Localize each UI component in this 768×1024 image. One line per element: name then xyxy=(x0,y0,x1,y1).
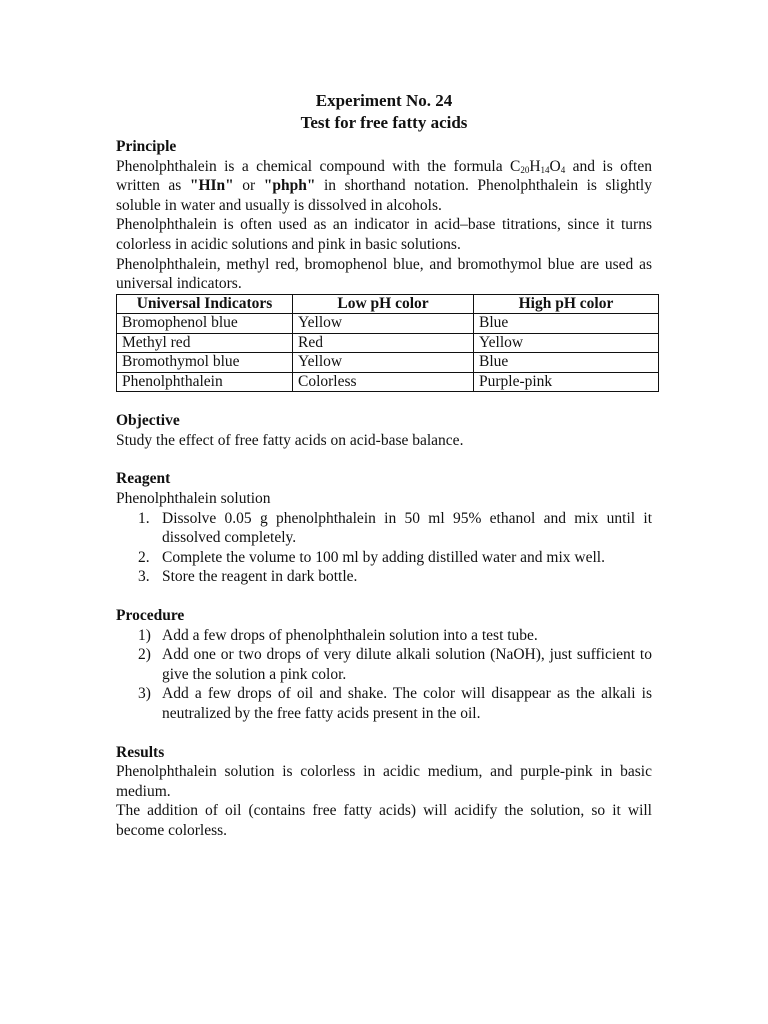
list-number: 3) xyxy=(138,685,151,703)
procedure-list xyxy=(116,626,652,724)
spacer xyxy=(116,724,652,743)
table-cell: Yellow xyxy=(293,353,474,373)
table-cell: Yellow xyxy=(474,333,659,353)
experiment-number: Experiment No. 24 xyxy=(315,91,453,110)
indicator-table xyxy=(116,294,659,393)
table-row xyxy=(117,353,659,373)
principle-text: in shorthand notation. Phenolphthalein is slightly soluble in water and usually is dissolved in alcohols. xyxy=(116,177,652,214)
table-header-cell: High pH color xyxy=(474,294,659,314)
table-row xyxy=(117,314,659,334)
principle-text: and is often written as xyxy=(116,157,652,195)
table-cell: Purple-pink xyxy=(474,372,659,392)
phph-notation: "phph" xyxy=(263,177,316,195)
table-header-cell: Low pH color xyxy=(293,294,474,314)
experiment-title: Test for free fatty acids xyxy=(300,113,468,132)
list-item xyxy=(116,684,652,723)
principle-paragraph-3: Phenolphthalein, methyl red, bromophenol blue, and bromothymol blue are used as universal indicators. xyxy=(116,255,652,293)
hin-notation: "HIn" xyxy=(189,177,234,195)
formula-subscript: 20 xyxy=(520,164,530,175)
principle-text: Phenolphthalein is a chemical compound with the formula C xyxy=(116,157,521,175)
table-cell: Yellow xyxy=(293,314,474,334)
list-text: Complete the volume to 100 ml by adding distilled water and mix well. xyxy=(162,548,605,566)
spacer xyxy=(116,392,652,411)
table-cell: Phenolphthalein xyxy=(117,372,293,392)
formula-subscript: 14 xyxy=(540,164,550,175)
table-cell: Bromophenol blue xyxy=(117,314,293,334)
table-row xyxy=(117,372,659,392)
table-header-cell: Universal Indicators xyxy=(117,294,293,314)
principle-paragraph-2: Phenolphthalein is often used as an indicator in acid–base titrations, since it turns colorless in acidic solutions and pink in basic solutions. xyxy=(116,216,652,253)
results-paragraph-1: Phenolphthalein solution is colorless in acidic medium, and purple-pink in basic medium. xyxy=(116,763,652,800)
list-text: Add a few drops of phenolphthalein solution into a test tube. xyxy=(162,626,538,644)
list-text: Dissolve 0.05 g phenolphthalein in 50 ml 95% ethanol and mix until it dissolved completely. xyxy=(162,509,652,547)
reagent-subheading: Phenolphthalein solution xyxy=(116,490,271,508)
list-text: Add a few drops of oil and shake. The color will disappear as the alkali is neutralized by the free fatty acids present in the oil. xyxy=(162,685,652,722)
procedure-heading: Procedure xyxy=(116,607,185,624)
formula-element: O xyxy=(549,157,561,175)
list-item xyxy=(116,567,652,587)
principle-paragraph-1 xyxy=(116,157,652,216)
document-content xyxy=(116,90,652,841)
list-item xyxy=(116,509,652,548)
table-header-row xyxy=(117,294,659,314)
results-paragraph-2: The addition of oil (contains free fatty acids) will acidify the solution, so it will become colorless. xyxy=(116,802,652,839)
formula-subscript: 4 xyxy=(560,164,566,175)
table-cell: Methyl red xyxy=(117,333,293,353)
objective-heading: Objective xyxy=(116,412,180,430)
list-number: 2) xyxy=(138,646,151,664)
principle-heading: Principle xyxy=(116,138,177,155)
list-item xyxy=(116,645,652,684)
list-number: 2. xyxy=(138,548,150,566)
spacer xyxy=(116,450,652,469)
list-number: 1) xyxy=(138,626,151,644)
results-heading: Results xyxy=(116,743,165,761)
formula-element: H xyxy=(529,157,541,175)
list-text: Store the reagent in dark bottle. xyxy=(162,568,358,586)
table-row xyxy=(117,333,659,353)
table-cell: Colorless xyxy=(293,372,474,392)
table-cell: Bromothymol blue xyxy=(117,353,293,373)
spacer xyxy=(116,587,652,606)
list-number: 1. xyxy=(138,509,150,527)
table-cell: Blue xyxy=(474,353,659,373)
list-item xyxy=(116,626,652,646)
list-number: 3. xyxy=(138,568,150,586)
list-text: Add one or two drops of very dilute alkali solution (NaOH), just sufficient to give the solution a pink color. xyxy=(162,646,652,683)
principle-text: or xyxy=(233,177,264,195)
table-cell: Blue xyxy=(474,314,659,334)
objective-text: Study the effect of free fatty acids on acid-base balance. xyxy=(116,431,464,449)
table-cell: Red xyxy=(293,333,474,353)
list-item xyxy=(116,548,652,568)
reagent-heading: Reagent xyxy=(116,470,171,488)
reagent-list xyxy=(116,509,652,587)
